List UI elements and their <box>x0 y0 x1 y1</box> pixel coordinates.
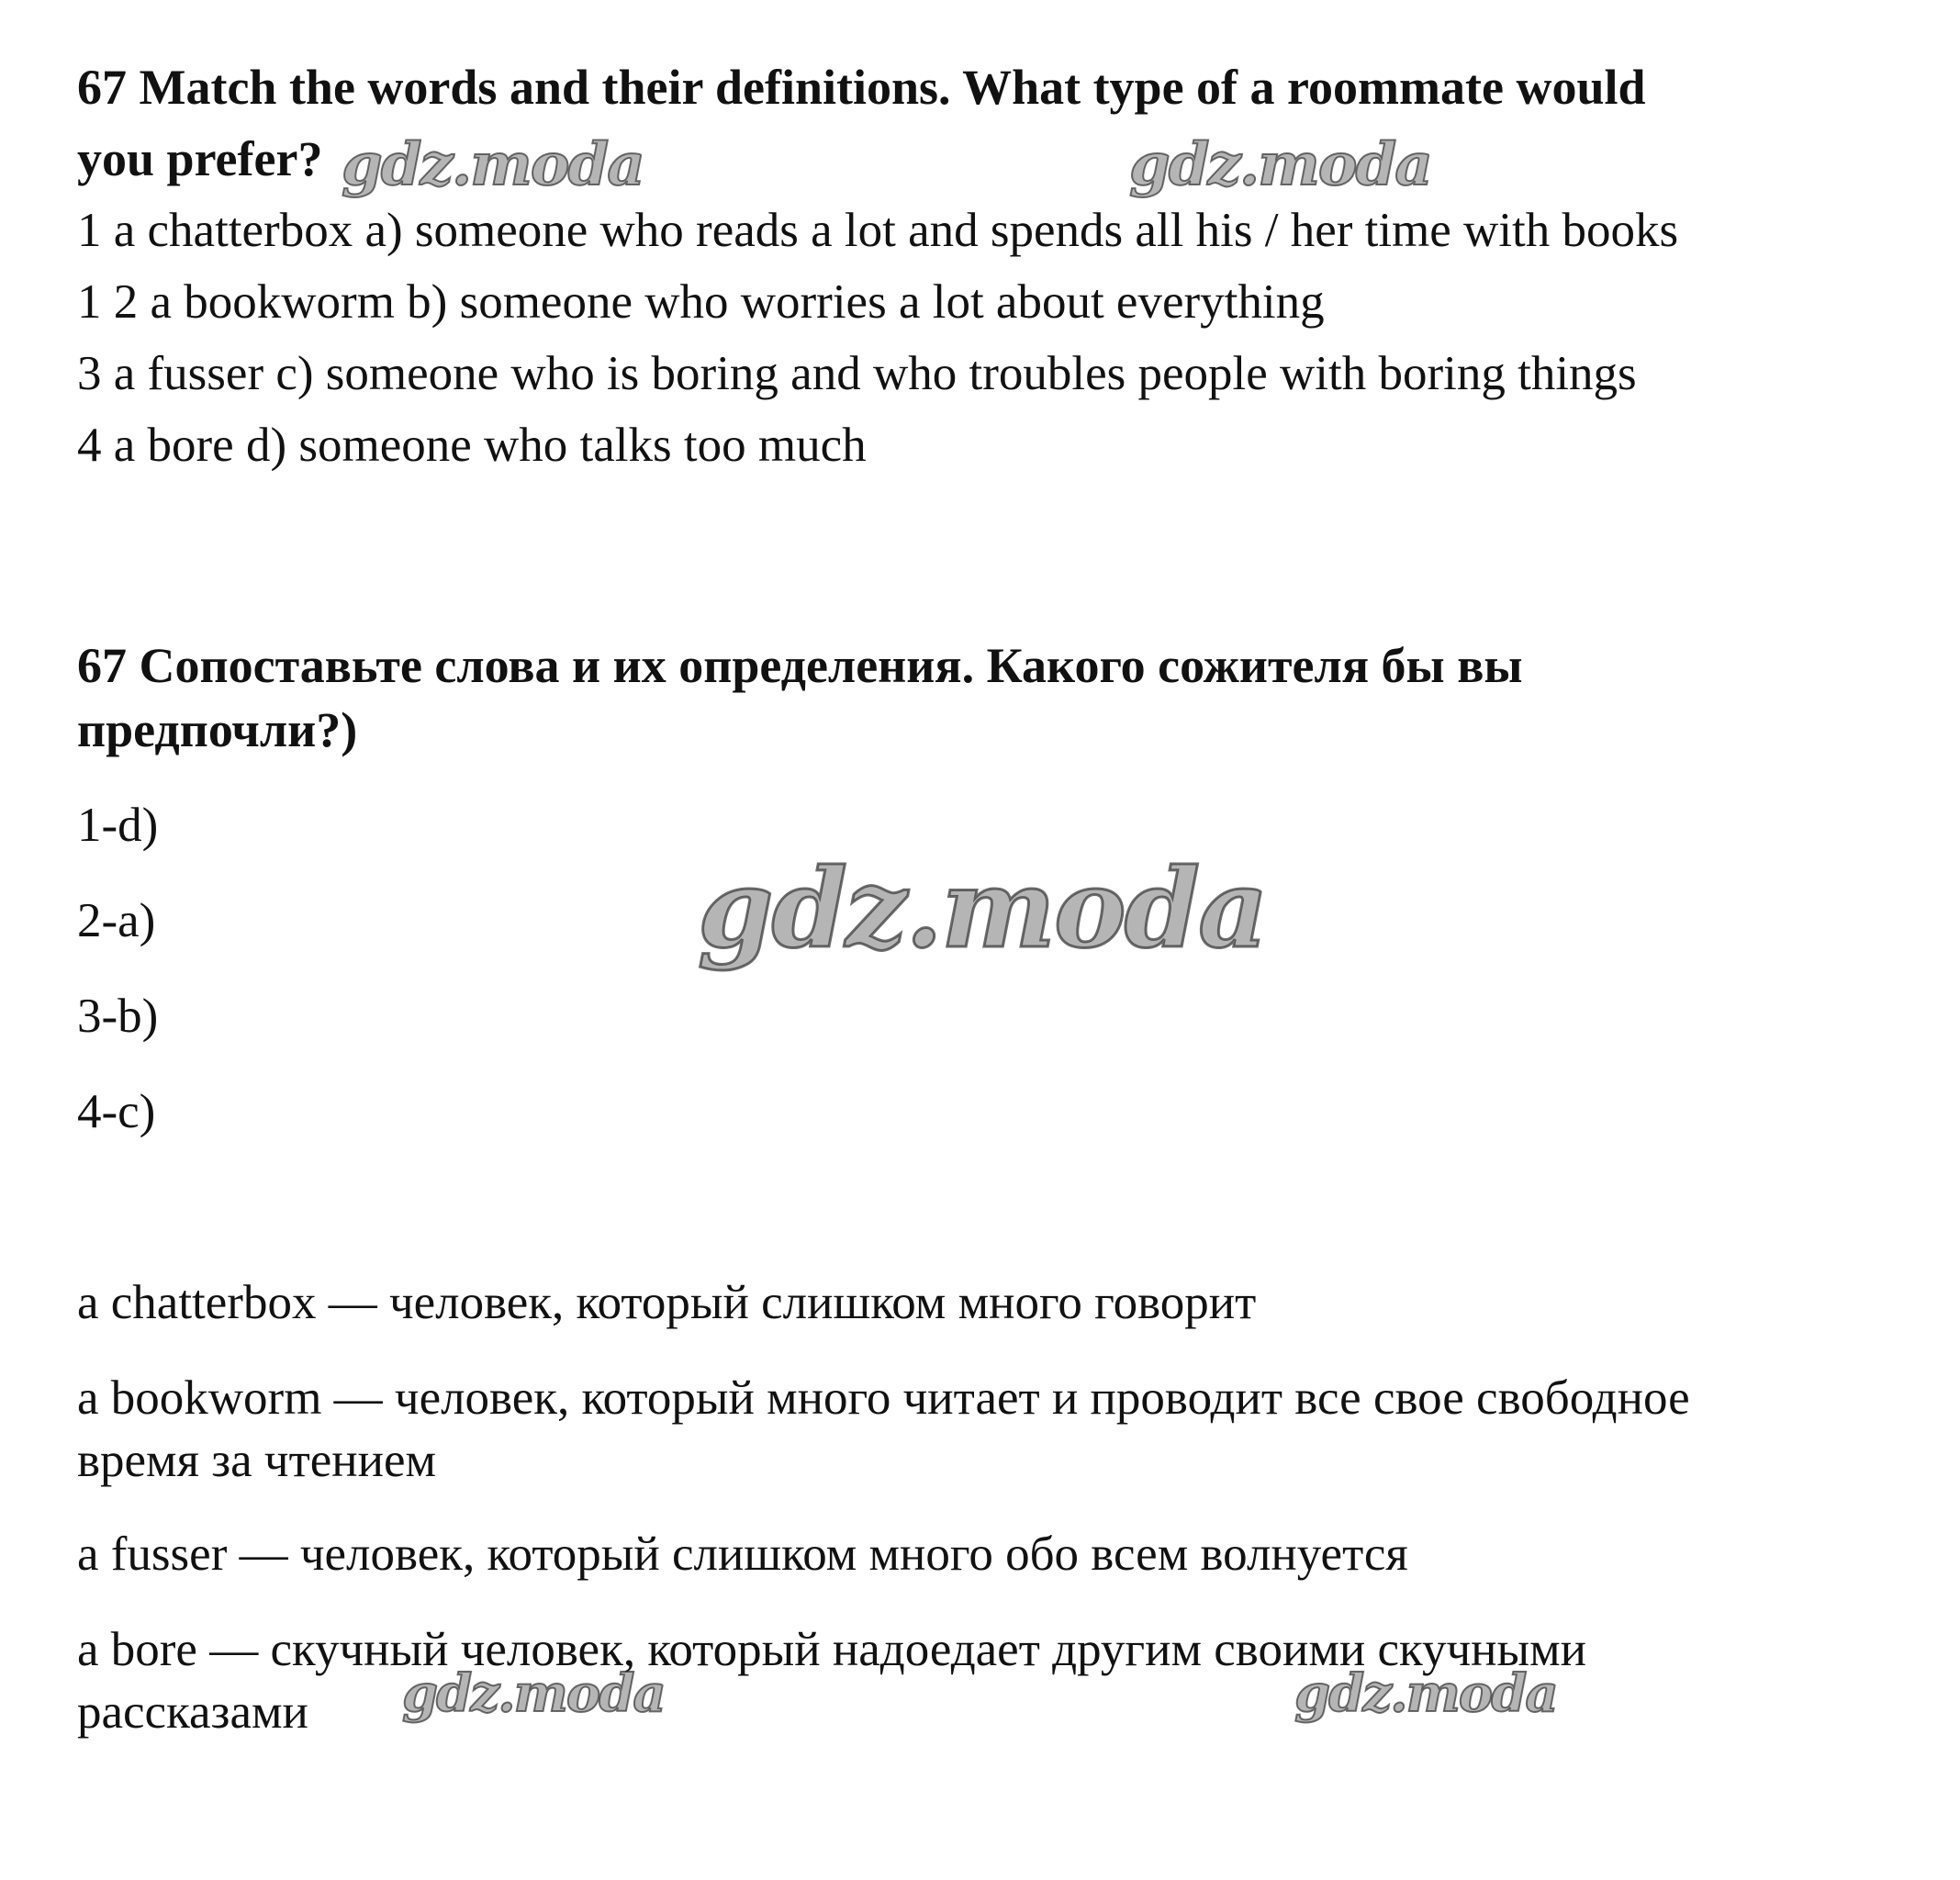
task-ru-title-line2: предпочли?) <box>77 702 358 757</box>
task-en-item-4: 4 a bore d) someone who talks too much <box>77 419 867 472</box>
watermark-logo: gdz.moda <box>342 130 644 199</box>
translation-fusser: a fusser — человек, который слишком много обо всем волнуется <box>77 1528 1408 1581</box>
task-en-title-line2: you prefer? <box>77 131 323 186</box>
answer-4: 4-c) <box>77 1085 156 1138</box>
task-en-item-2: 1 2 a bookworm b) someone who worries a lot about everything <box>77 275 1325 329</box>
translation-chatterbox: a chatterbox — человек, который слишком много говорит <box>77 1276 1257 1329</box>
answer-2: 2-a) <box>77 894 156 947</box>
watermark-logo: gdz.moda <box>402 1663 665 1724</box>
answer-3: 3-b) <box>77 990 159 1043</box>
task-en-item-1: 1 a chatterbox a) someone who reads a lot and spends all his / her time with books <box>77 204 1679 257</box>
answer-1: 1-d) <box>77 799 159 852</box>
watermark-logo: gdz.moda <box>1129 130 1431 199</box>
watermark-logo: gdz.moda <box>698 845 1267 972</box>
watermark-logo: gdz.moda <box>1294 1663 1557 1724</box>
translation-bore-line2: рассказами <box>77 1685 308 1739</box>
translation-bookworm-line2: время за чтением <box>77 1434 437 1487</box>
task-en-item-3: 3 a fusser c) someone who is boring and who troubles people with boring things <box>77 347 1637 400</box>
task-en-title-line1: 67 Match the words and their definitions. What type of a roommate would <box>77 60 1646 115</box>
translation-bookworm-line1: a bookworm — человек, который много читает и проводит все свое свободное <box>77 1371 1690 1425</box>
task-ru-title-line1: 67 Сопоставьте слова и их определения. Какого сожителя бы вы <box>77 638 1523 693</box>
translation-bore-line1: a bore — скучный человек, который надоедает другим своими скучными <box>77 1623 1587 1676</box>
